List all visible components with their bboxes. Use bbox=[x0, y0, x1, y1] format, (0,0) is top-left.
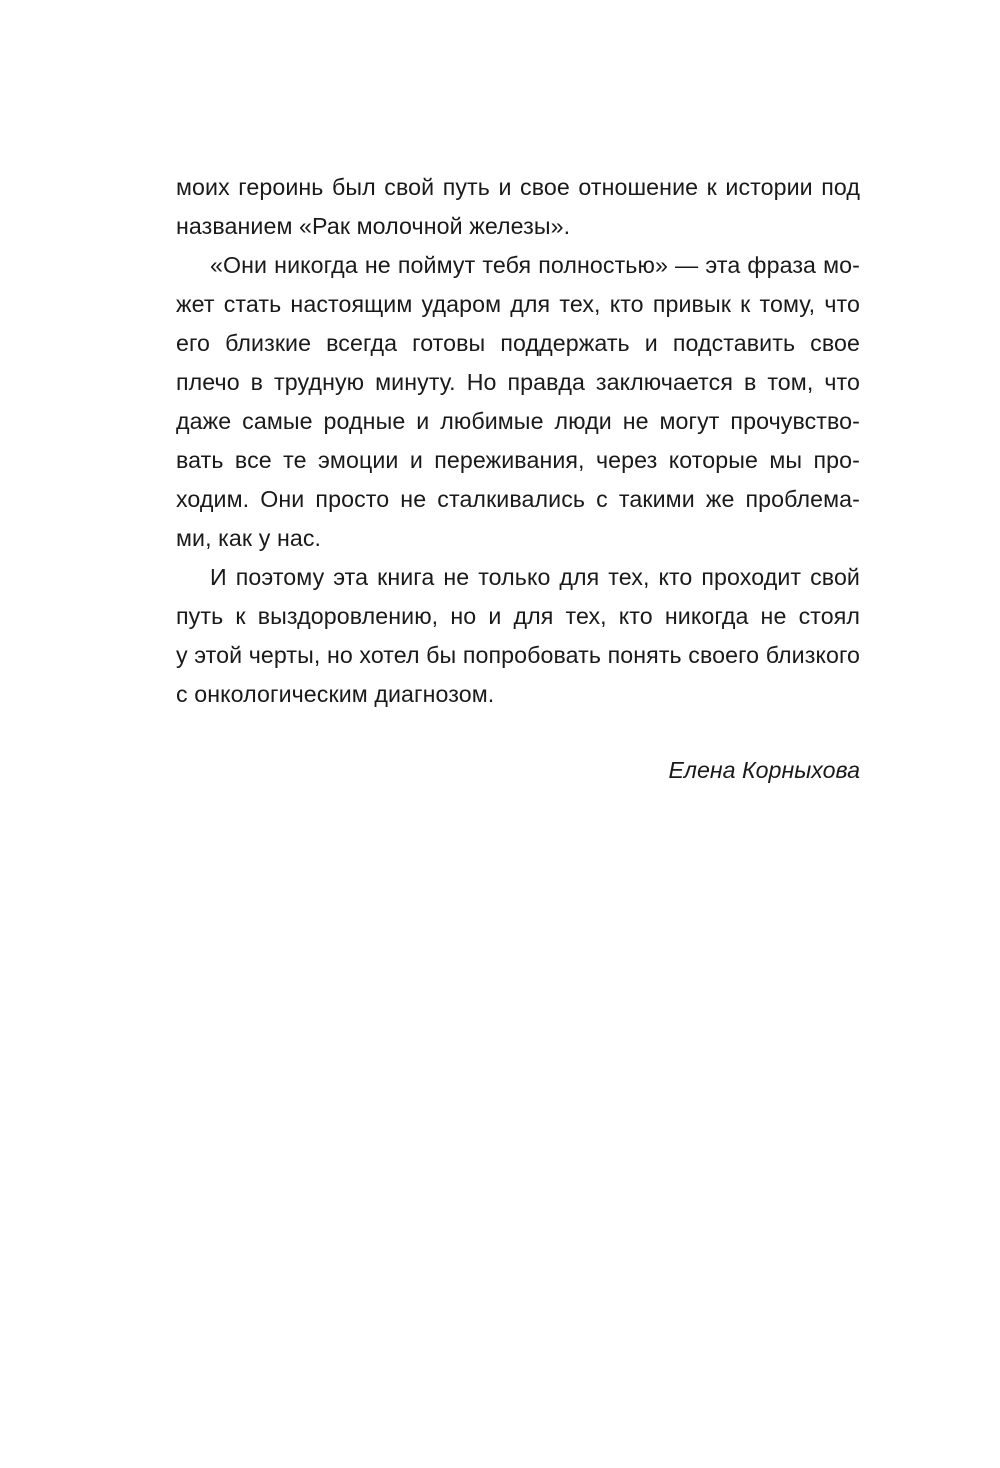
text-line: с онкологическим диагнозом. bbox=[176, 681, 495, 707]
text-line: ходим. Они просто не сталкивались с такими же проблема- bbox=[176, 486, 860, 512]
text-line: даже самые родные и любимые люди не могут прочувство- bbox=[176, 408, 860, 434]
text-line: вать все те эмоции и переживания, через которые мы про- bbox=[176, 447, 860, 473]
paragraph-3 bbox=[176, 558, 860, 714]
text-line: его близкие всегда готовы поддержать и подставить свое bbox=[176, 330, 860, 356]
paragraph-2 bbox=[176, 246, 860, 558]
author-signature: Елена Корныхова bbox=[668, 757, 860, 783]
text-line: моих героинь был свой путь и свое отношение к истории под bbox=[176, 174, 860, 200]
text-line: путь к выздоровлению, но и для тех, кто никогда не стоял bbox=[176, 603, 860, 629]
text-line: названием «Рак молочной железы». bbox=[176, 213, 571, 239]
text-line: ми, как у нас. bbox=[176, 525, 322, 551]
text-line: у этой черты, но хотел бы попробовать понять своего близкого bbox=[176, 642, 860, 668]
body-text bbox=[176, 168, 860, 714]
text-line: «Они никогда не поймут тебя полностью» — эта фраза мо- bbox=[210, 252, 860, 278]
text-line: И поэтому эта книга не только для тех, кто проходит свой bbox=[210, 564, 860, 590]
paragraph-1 bbox=[176, 168, 860, 246]
text-line: жет стать настоящим ударом для тех, кто привык к тому, что bbox=[176, 291, 860, 317]
text-line: плечо в трудную минуту. Но правда заключается в том, что bbox=[176, 369, 860, 395]
